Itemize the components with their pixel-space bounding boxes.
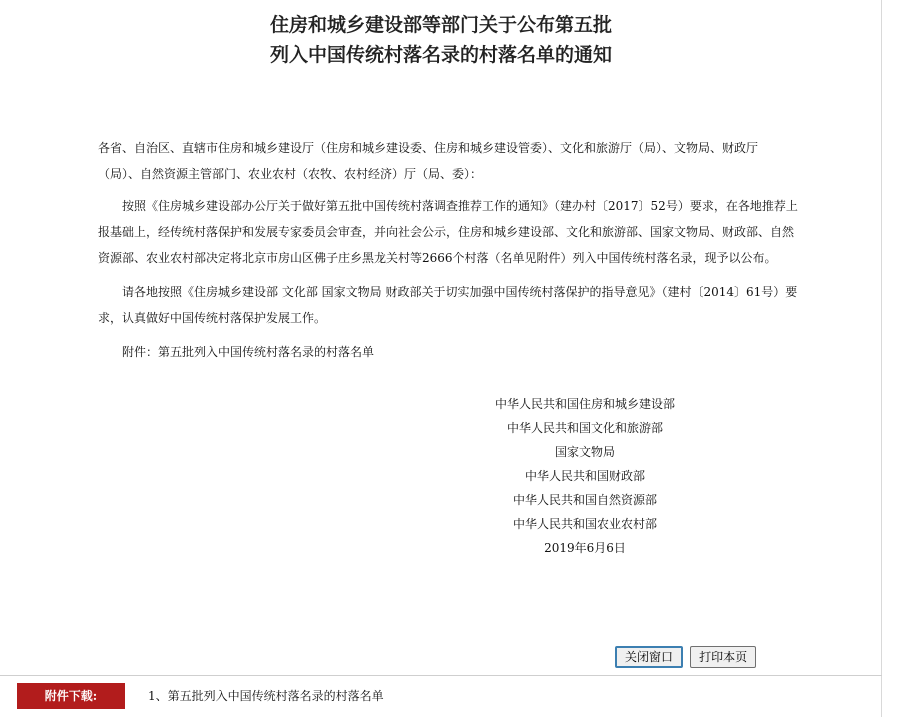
signer: 国家文物局: [554, 445, 615, 459]
signers-block: [480, 392, 690, 560]
document-body: [98, 135, 798, 373]
print-page-button[interactable]: 打印本页: [690, 646, 756, 668]
signer: 中华人民共和国住房和城乡建设部: [494, 397, 675, 411]
paragraph-1: 按照《住房城乡建设部办公厅关于做好第五批中国传统村落调查推荐工作的通知》（建办村〔2017〕52号）要求，在各地推荐上报基础上，经传统村落保护和发展专家委员会审查，并向社会公示，住房和城乡建设部、文化和旅游部、国家文物局、财政部、自然资源部、农业农村部决定将北京市房山区佛子庄乡黑龙关村等2666个村落（名单见附件）列入中国传统村落名录，现予以公布。: [98, 199, 798, 265]
signer: 中华人民共和国财政部: [524, 469, 645, 483]
signer: 中华人民共和国自然资源部: [512, 493, 657, 507]
attachment-download-label: 附件下载:: [17, 683, 125, 709]
divider: [0, 675, 882, 676]
attachment-download-bar: [0, 683, 882, 709]
paragraph-2: 请各地按照《住房城乡建设部 文化部 国家文物局 财政部关于切实加强中国传统村落保护的指导意见》（建村〔2014〕61号）要求，认真做好中国传统村落保护发展工作。: [98, 285, 798, 325]
salutation: 各省、自治区、直辖市住房和城乡建设厅（住房和城乡建设委、住房和城乡建设管委）、文化和旅游厅（局）、文物局、财政厅（局）、自然资源主管部门、农业农村（农牧、农村经济）厅（局、委）：: [98, 141, 759, 181]
signer: 中华人民共和国农业农村部: [512, 517, 657, 531]
document-title: [0, 10, 882, 70]
signer: 中华人民共和国文化和旅游部: [506, 421, 663, 435]
attachment-link[interactable]: 1、第五批列入中国传统村落名录的村落名单: [148, 689, 384, 703]
title-line-1: 住房和城乡建设部等部门关于公布第五批: [269, 14, 612, 36]
document-date: 2019年6月6日: [544, 541, 626, 555]
action-buttons: [615, 646, 758, 668]
close-window-button[interactable]: 关闭窗口: [615, 646, 683, 668]
title-line-2: 列入中国传统村落名录的村落名单的通知: [269, 44, 612, 66]
attachment-note: 附件：第五批列入中国传统村落名录的村落名单: [122, 345, 375, 359]
